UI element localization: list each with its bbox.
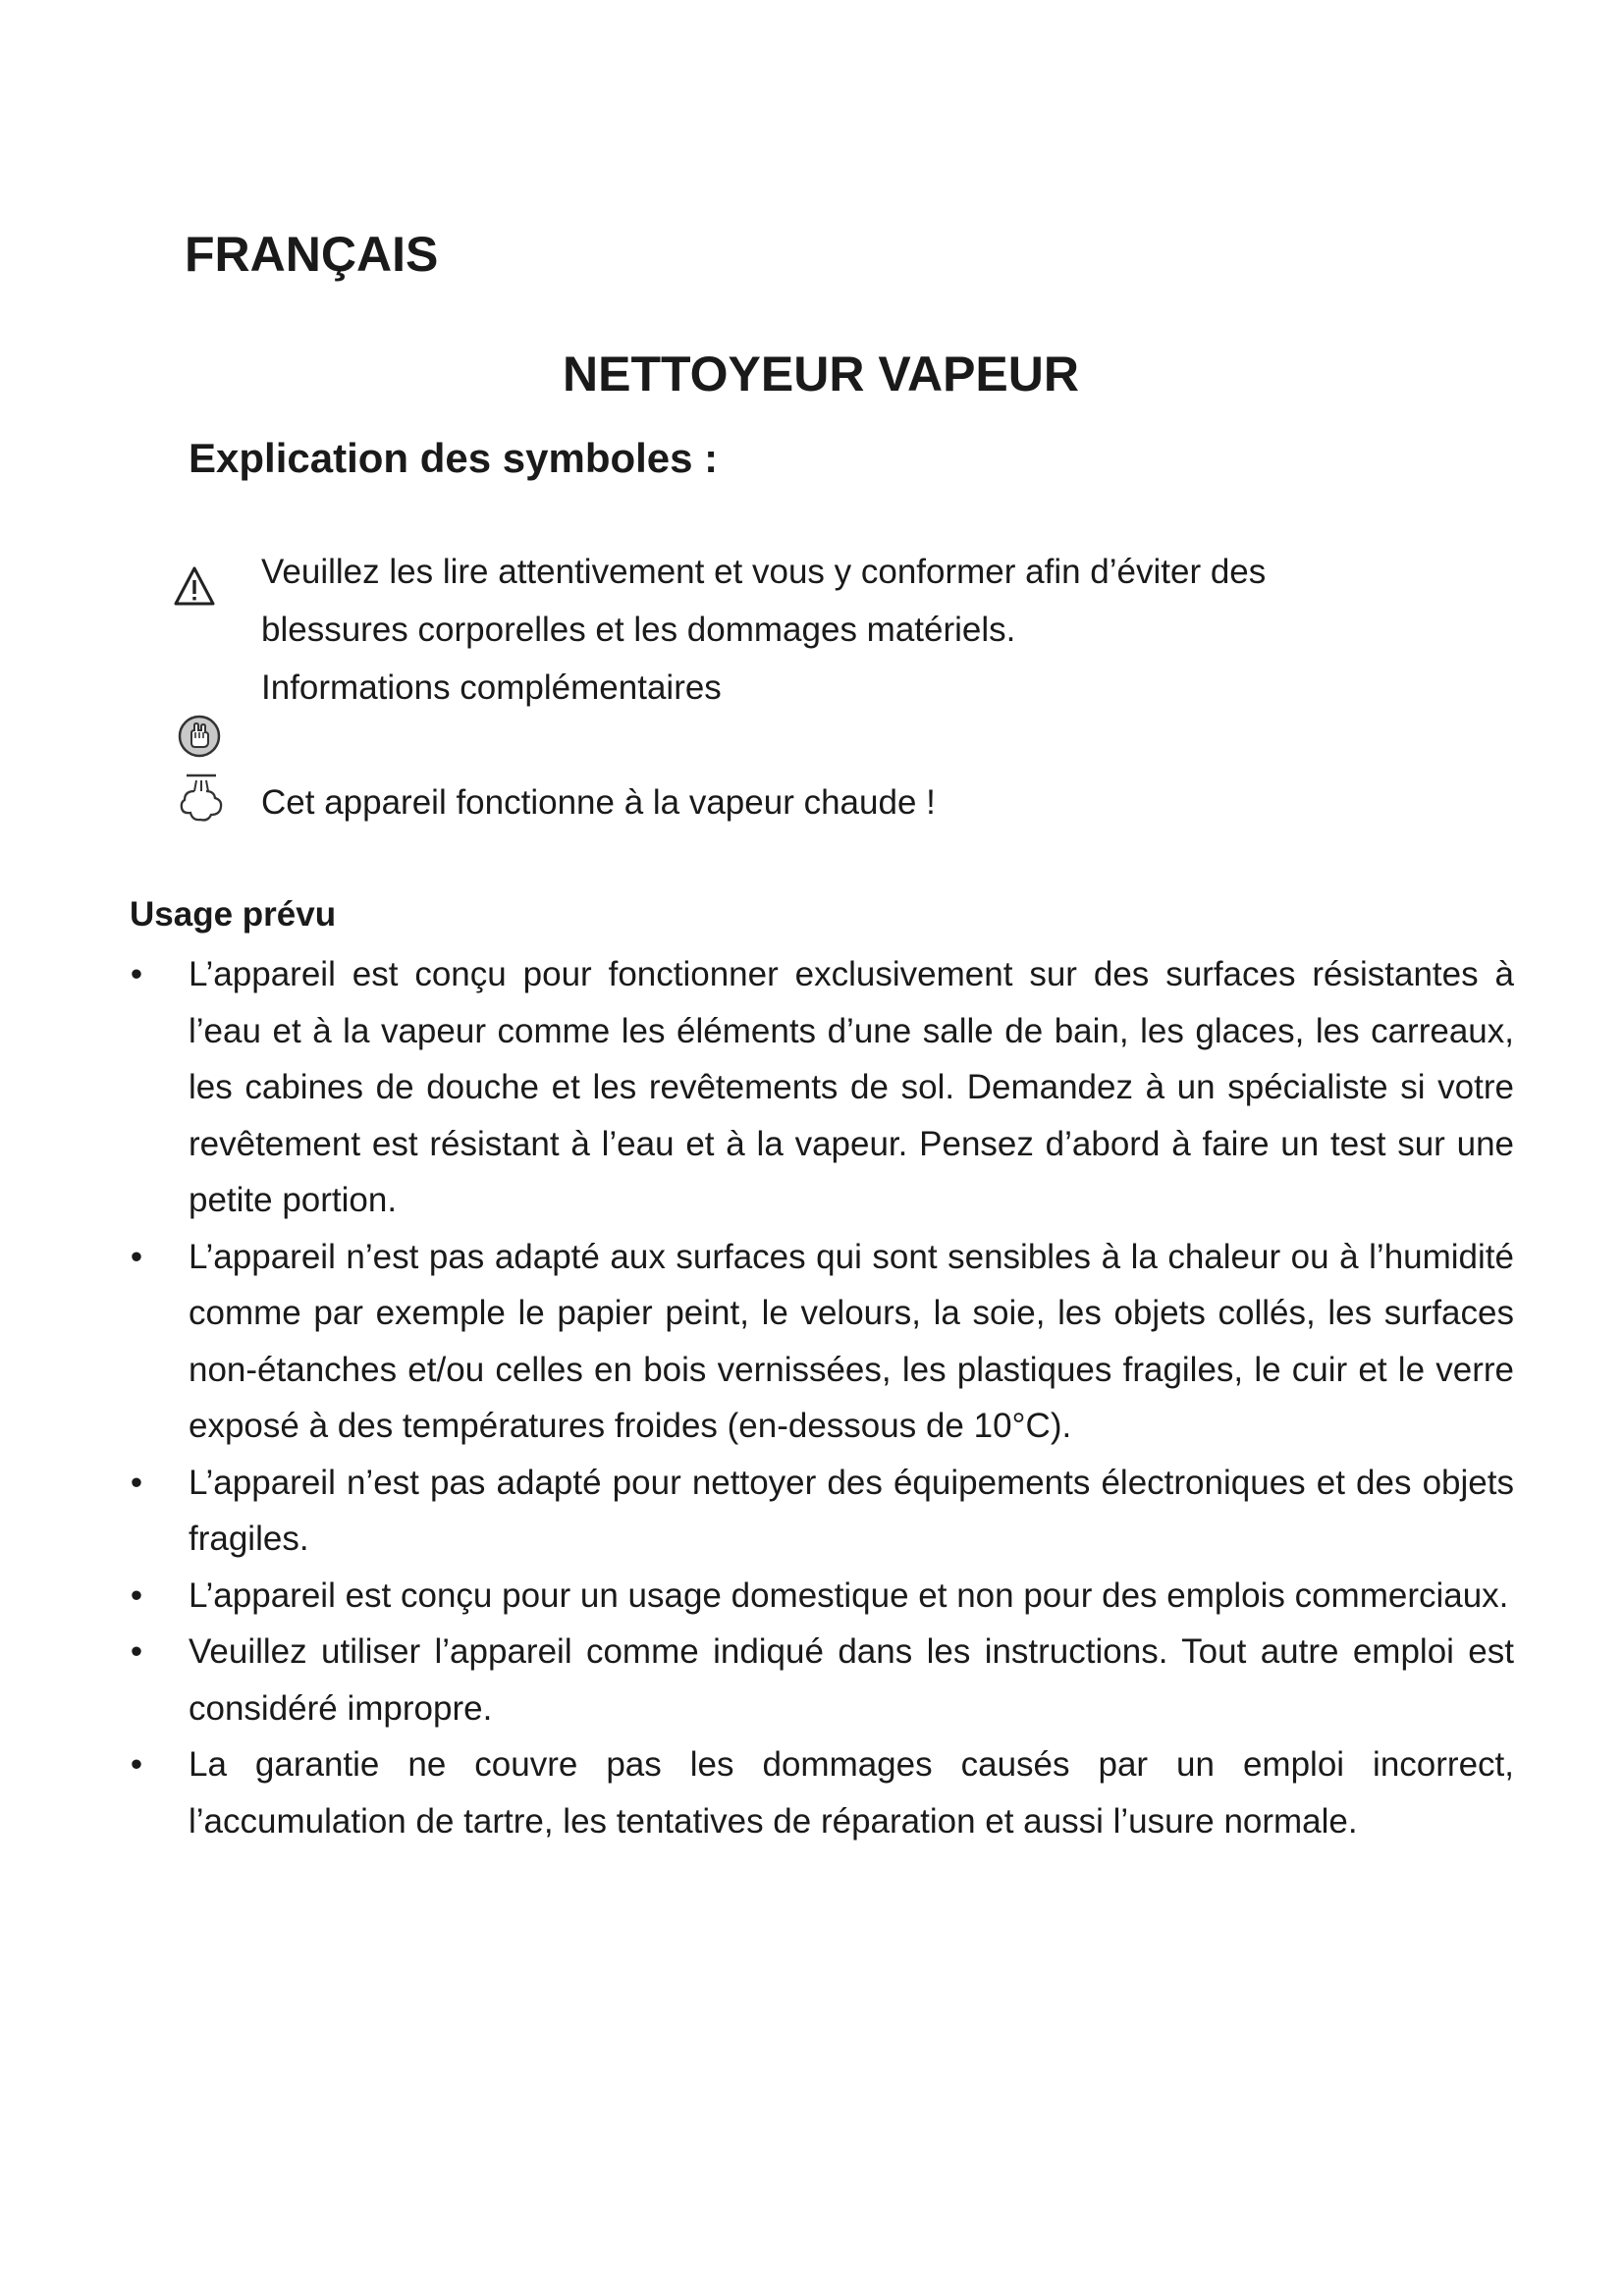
bullet-icon: • bbox=[130, 1575, 143, 1615]
list-item-text: La garantie ne couvre pas les dommages causés par un emploi incorrect, l’accumulation de tartre, les tentatives de réparation et aussi l’usure normale. bbox=[189, 1745, 1514, 1841]
list-item-text: L’appareil est conçu pour un usage domestique et non pour des emplois commerciaux. bbox=[189, 1575, 1509, 1615]
bullet-icon: • bbox=[130, 1632, 143, 1671]
list-item-text: L’appareil n’est pas adapté pour nettoyer des équipements électroniques et des objets fragiles. bbox=[189, 1463, 1514, 1558]
steam-text: Cet appareil fonctionne à la vapeur chaude ! bbox=[261, 783, 936, 822]
warning-text-line1: Veuillez les lire attentivement et vous y conformer afin d’éviter des bbox=[261, 553, 1267, 591]
symbols-heading: Explication des symboles : bbox=[189, 435, 719, 481]
warning-text-line2: blessures corporelles et les dommages matériels. bbox=[261, 611, 1016, 649]
list-item bbox=[130, 1455, 1514, 1568]
list-item bbox=[130, 1736, 1514, 1849]
warning-triangle-icon bbox=[173, 565, 216, 609]
document-title: NETTOYEUR VAPEUR bbox=[562, 347, 1079, 401]
list-item-text: Veuillez utiliser l’appareil comme indiqué dans les instructions. Tout autre emploi est considéré impropre. bbox=[189, 1632, 1514, 1728]
bullet-icon: • bbox=[130, 1463, 143, 1502]
bullet-icon: • bbox=[130, 1745, 143, 1784]
list-item-text: L’appareil est conçu pour fonctionner exclusivement sur des surfaces résistantes à l’eau et à la vapeur comme les éléments d’une salle de bain, les glaces, les carreaux, les cabines de douche et les revêtements de sol. Demandez à un spécialiste si votre revêtement est résistant à l’eau et à la vapeur. Pensez d’abord à faire un test sur une petite portion. bbox=[189, 955, 1514, 1219]
bullet-icon: • bbox=[130, 955, 143, 993]
usage-list bbox=[130, 946, 1514, 1849]
usage-heading: Usage prévu bbox=[130, 895, 337, 934]
list-item-text: L’appareil n’est pas adapté aux surfaces qui sont sensibles à la chaleur ou à l’humidité comme par exemple le papier peint, le velours, la soie, les objets collés, les surfaces non-étanches et/ou celles en bois vernissées, les plastiques fragiles, le cuir et le verre exposé à des températures froides (en-dessous de 10°C). bbox=[189, 1237, 1514, 1445]
list-item bbox=[130, 946, 1514, 1229]
steam-icon bbox=[177, 772, 226, 827]
info-text: Informations complémentaires bbox=[261, 668, 722, 707]
bullet-icon: • bbox=[130, 1237, 143, 1276]
list-item bbox=[130, 1229, 1514, 1455]
list-item bbox=[130, 1568, 1514, 1625]
list-item bbox=[130, 1624, 1514, 1736]
hand-info-icon bbox=[177, 714, 222, 759]
language-label: FRANÇAIS bbox=[185, 227, 439, 282]
